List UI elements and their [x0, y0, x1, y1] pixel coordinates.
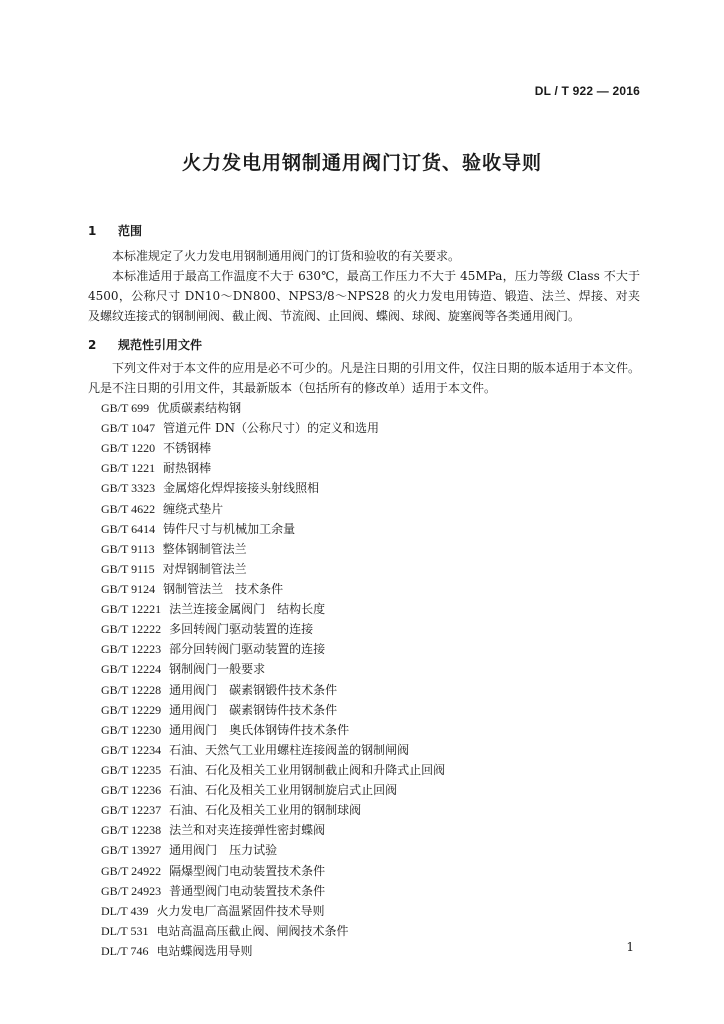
- reference-code: GB/T 6414: [101, 521, 156, 536]
- reference-item: [101, 941, 445, 961]
- section-number: 2: [88, 338, 97, 352]
- reference-title: 优质碳素结构钢: [157, 401, 242, 415]
- reference-title: 金属熔化焊焊接接头射线照相: [163, 481, 320, 496]
- reference-item: [101, 458, 445, 478]
- reference-item: [101, 740, 445, 760]
- scope-paragraph-2: 本标准适用于最高工作温度不大于 630℃，最高工作压力不大于 45MPa，压力等级 Class 不大于 4500，公称尺寸 DN10～DN800、NPS3/8～NPS28 的火力发电用铸造、锻造、法兰、焊接、对夹及螺纹连接式的钢制闸阀、截止阀、节流阀、止回阀、蝶阀、球阀、旋塞阀等各类通用阀门。: [88, 269, 640, 323]
- reference-code: GB/T 12224: [101, 662, 162, 677]
- reference-code: DL/T 439: [101, 903, 149, 918]
- reference-code: GB/T 699: [101, 401, 150, 415]
- reference-title: 多回转阀门驱动装置的连接: [169, 622, 314, 637]
- reference-item: [101, 398, 445, 418]
- reference-item: [101, 820, 445, 840]
- reference-title: 不锈钢棒: [163, 441, 212, 456]
- section-title: 规范性引用文件: [118, 338, 203, 352]
- reference-item: [101, 861, 445, 881]
- reference-title: 钢制管法兰 技术条件: [163, 581, 284, 596]
- reference-item: [101, 519, 445, 539]
- document-title: 火力发电用钢制通用阀门订货、验收导则: [181, 152, 542, 174]
- reference-item: [101, 901, 445, 921]
- section-heading-scope: [88, 222, 142, 239]
- reference-item: [101, 720, 445, 740]
- reference-item: [101, 639, 445, 659]
- reference-code: GB/T 12238: [101, 823, 162, 838]
- reference-code: GB/T 12230: [101, 722, 162, 737]
- reference-title: 石油、天然气工业用螺柱连接阀盖的钢制闸阀: [169, 742, 410, 757]
- reference-title: 法兰连接金属阀门 结构长度: [169, 602, 326, 617]
- reference-item: [101, 760, 445, 780]
- reference-code: GB/T 1047: [101, 421, 156, 436]
- reference-code: GB/T 24923: [101, 883, 162, 898]
- scope-paragraph-1: 本标准规定了火力发电用钢制通用阀门的订货和验收的有关要求。: [112, 249, 461, 263]
- reference-title: 火力发电厂高温紧固件技术导则: [156, 903, 325, 918]
- reference-title: 法兰和对夹连接弹性密封蝶阀: [169, 823, 326, 838]
- reference-title: 电站高温高压截止阀、闸阀技术条件: [156, 923, 349, 938]
- reference-title: 通用阀门 奥氏体钢铸件技术条件: [169, 722, 350, 737]
- reference-title: 钢制阀门一般要求: [169, 662, 266, 677]
- reference-code: GB/T 4622: [101, 501, 156, 516]
- reference-item: [101, 840, 445, 860]
- reference-item: [101, 438, 445, 458]
- reference-item: [101, 619, 445, 639]
- reference-title: 电站蝶阀选用导则: [156, 943, 253, 958]
- reference-code: GB/T 9113: [101, 541, 155, 556]
- reference-item: [101, 921, 445, 941]
- reference-title: 石油、石化及相关工业用钢制截止阀和升降式止回阀: [169, 762, 446, 777]
- reference-item: [101, 599, 445, 619]
- reference-title: 缠绕式垫片: [163, 501, 224, 516]
- reference-item: [101, 579, 445, 599]
- reference-title: 石油、石化及相关工业用钢制旋启式止回阀: [169, 783, 398, 798]
- reference-title: 普通型阀门电动装置技术条件: [169, 883, 326, 898]
- reference-code: GB/T 3323: [101, 481, 156, 496]
- standard-code: DL / T 922 — 2016: [534, 84, 640, 98]
- reference-code: GB/T 24922: [101, 863, 162, 878]
- reference-item: [101, 499, 445, 519]
- reference-item: [101, 539, 445, 559]
- reference-item: [101, 700, 445, 720]
- reference-item: [101, 659, 445, 679]
- reference-code: GB/T 12223: [101, 642, 162, 657]
- reference-title: 隔爆型阀门电动装置技术条件: [169, 863, 326, 878]
- reference-code: GB/T 12234: [101, 742, 162, 757]
- reference-code: GB/T 1221: [101, 461, 156, 476]
- reference-title: 部分回转阀门驱动装置的连接: [169, 642, 326, 657]
- page-number: 1: [626, 940, 634, 954]
- reference-code: GB/T 12222: [101, 622, 162, 637]
- reference-code: GB/T 12228: [101, 682, 162, 697]
- reference-code: GB/T 12237: [101, 803, 162, 818]
- reference-item: [101, 478, 445, 498]
- reference-item: [101, 418, 445, 438]
- reference-code: GB/T 12236: [101, 783, 162, 798]
- reference-title: 耐热钢棒: [163, 461, 212, 476]
- reference-title: 整体钢制管法兰: [162, 541, 247, 556]
- reference-item: [101, 780, 445, 800]
- reference-code: GB/T 12235: [101, 762, 162, 777]
- section-title: 范围: [118, 224, 143, 238]
- reference-title: 通用阀门 压力试验: [169, 843, 278, 858]
- reference-title: 对焊钢制管法兰: [162, 561, 247, 576]
- reference-code: DL/T 746: [101, 943, 149, 958]
- reference-code: GB/T 9124: [101, 581, 156, 596]
- section-number: 1: [88, 224, 97, 238]
- reference-title: 通用阀门 碳素钢铸件技术条件: [169, 702, 338, 717]
- reference-list: [101, 398, 445, 961]
- reference-item: [101, 800, 445, 820]
- reference-item: [101, 680, 445, 700]
- reference-title: 石油、石化及相关工业用的钢制球阀: [169, 803, 362, 818]
- reference-code: GB/T 9115: [101, 561, 155, 576]
- reference-code: GB/T 12221: [101, 602, 162, 617]
- section-heading-normative-references: [88, 336, 202, 353]
- reference-title: 铸件尺寸与机械加工余量: [163, 521, 296, 536]
- references-intro-paragraph: 下列文件对于本文件的应用是必不可少的。凡是注日期的引用文件，仅注日期的版本适用于本文件。凡是不注日期的引用文件，其最新版本（包括所有的修改单）适用于本文件。: [88, 361, 641, 395]
- reference-code: GB/T 1220: [101, 441, 156, 456]
- reference-title: 管道元件 DN（公称尺寸）的定义和选用: [163, 421, 380, 436]
- reference-code: DL/T 531: [101, 923, 149, 938]
- reference-code: GB/T 13927: [101, 843, 162, 858]
- reference-item: [101, 881, 445, 901]
- reference-item: [101, 559, 445, 579]
- reference-code: GB/T 12229: [101, 702, 162, 717]
- reference-title: 通用阀门 碳素钢锻件技术条件: [169, 682, 338, 697]
